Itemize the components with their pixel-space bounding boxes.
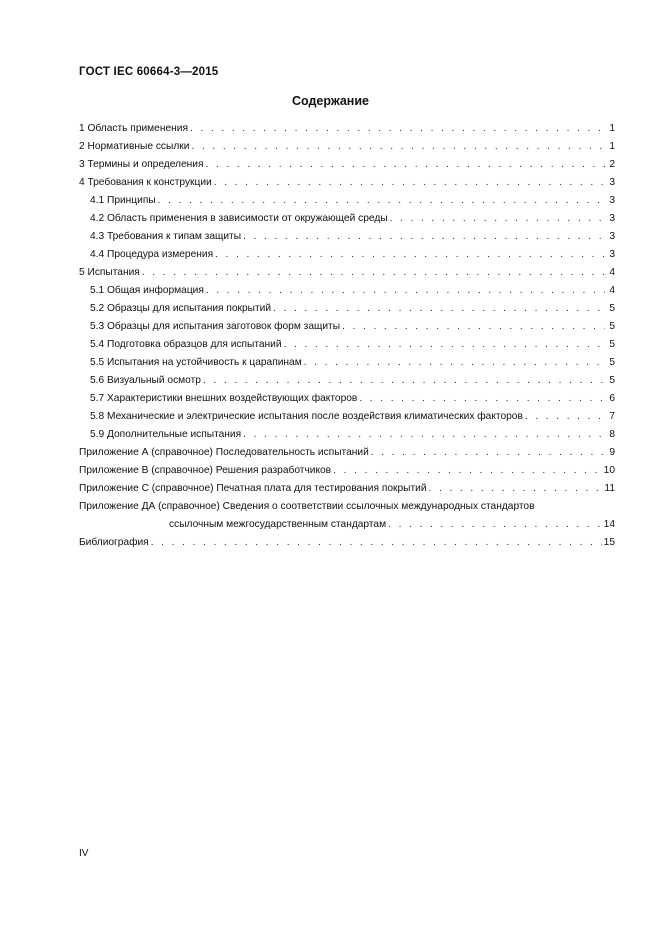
toc-entry-page: 15: [603, 537, 615, 548]
toc-entry[interactable]: [79, 426, 615, 444]
toc-entry-label: 4.1 Принципы: [90, 195, 156, 206]
table-of-contents: [79, 120, 615, 552]
toc-entry-page: 3: [609, 231, 615, 242]
toc-entry[interactable]: [79, 390, 615, 408]
toc-leader-dots: [243, 426, 605, 444]
toc-entry-label: 1 Область применения: [79, 123, 188, 134]
toc-leader-dots: [333, 462, 602, 480]
toc-leader-dots: [359, 390, 605, 408]
toc-entry-page: 5: [609, 375, 615, 386]
toc-entry[interactable]: [79, 192, 615, 210]
toc-entry[interactable]: [79, 354, 615, 372]
toc-leader-dots: [304, 354, 605, 372]
toc-entry-page: 9: [609, 447, 615, 458]
toc-leader-dots: [371, 444, 605, 462]
toc-entry-label: ссылочным межгосударственным стандартам: [169, 519, 387, 530]
toc-leader-dots: [525, 408, 605, 426]
toc-leader-dots: [243, 228, 605, 246]
toc-entry-page: 1: [609, 123, 615, 134]
toc-entry[interactable]: [79, 462, 615, 480]
toc-leader-dots: [158, 192, 605, 210]
toc-entry[interactable]: [79, 336, 615, 354]
toc-entry[interactable]: [79, 444, 615, 462]
toc-leader-dots: [388, 516, 602, 534]
toc-entry-annex-da-line1[interactable]: Приложение ДА (справочное) Сведения о соответствии ссылочных международных стандартов: [79, 501, 535, 512]
toc-entry-page: 4: [609, 285, 615, 296]
toc-entries: [79, 120, 615, 498]
toc-leader-dots: [191, 138, 605, 156]
toc-entry-label: 4.4 Процедура измерения: [90, 249, 214, 260]
toc-entry-label: 2 Нормативные ссылки: [79, 141, 190, 152]
toc-leader-dots: [215, 246, 605, 264]
toc-leader-dots: [284, 336, 605, 354]
document-header: ГОСТ IEC 60664-3—2015: [79, 66, 219, 78]
toc-entry-label: 4 Требования к конструкции: [79, 177, 212, 188]
toc-entry[interactable]: [79, 300, 615, 318]
toc-entry-page: 4: [609, 267, 615, 278]
toc-entry-label: Библиография: [79, 537, 149, 548]
toc-entry-annex-da-line2[interactable]: [79, 516, 615, 534]
page-number: IV: [79, 848, 89, 859]
toc-leader-dots: [214, 174, 605, 192]
toc-entry-label: 5.9 Дополнительные испытания: [90, 429, 242, 440]
toc-entry-page: 5: [609, 357, 615, 368]
toc-leader-dots: [205, 156, 605, 174]
toc-entry-page: 3: [609, 249, 615, 260]
toc-entry-bibliography[interactable]: [79, 534, 615, 552]
toc-entry-page: 11: [604, 483, 615, 494]
toc-leader-dots: [390, 210, 605, 228]
toc-entry-label: Приложение А (справочное) Последовательность испытаний: [79, 447, 369, 458]
toc-entry[interactable]: [79, 210, 615, 228]
toc-entry-label: 5.4 Подготовка образцов для испытаний: [90, 339, 282, 350]
toc-entry-page: 1: [609, 141, 615, 152]
toc-entry-label: 3 Термины и определения: [79, 159, 204, 170]
toc-entry-page: 2: [609, 159, 615, 170]
toc-entry-label: Приложение С (справочное) Печатная плата для тестирования покрытий: [79, 483, 427, 494]
toc-entry-label: 5.3 Образцы для испытания заготовок форм защиты: [90, 321, 341, 332]
toc-entry-page: 8: [609, 429, 615, 440]
toc-entry[interactable]: [79, 246, 615, 264]
toc-leader-dots: [203, 372, 605, 390]
toc-entry-label: Приложение В (справочное) Решения разработчиков: [79, 465, 332, 476]
toc-entry[interactable]: [79, 264, 615, 282]
toc-leader-dots: [151, 534, 602, 552]
toc-entry-label: 5.5 Испытания на устойчивость к царапинам: [90, 357, 302, 368]
toc-entry-page: 5: [609, 303, 615, 314]
toc-entry-page: 7: [609, 411, 615, 422]
toc-entry-label: 5.1 Общая информация: [90, 285, 204, 296]
toc-entry-page: 3: [609, 195, 615, 206]
toc-entry-page: 3: [609, 213, 615, 224]
toc-entry-label: 5.7 Характеристики внешних воздействующих факторов: [90, 393, 358, 404]
toc-leader-dots: [429, 480, 603, 498]
toc-entry[interactable]: [79, 156, 615, 174]
toc-entry[interactable]: [79, 318, 615, 336]
toc-entry-page: 14: [603, 519, 615, 530]
toc-leader-dots: [342, 318, 605, 336]
toc-entry[interactable]: [79, 408, 615, 426]
toc-entry-page: 10: [603, 465, 615, 476]
toc-entry[interactable]: [79, 372, 615, 390]
toc-entry[interactable]: [79, 282, 615, 300]
toc-leader-dots: [190, 120, 605, 138]
toc-entry[interactable]: [79, 174, 615, 192]
toc-entry[interactable]: [79, 228, 615, 246]
toc-leader-dots: [142, 264, 605, 282]
toc-entry-page: 5: [609, 321, 615, 332]
toc-entry[interactable]: [79, 120, 615, 138]
toc-leader-dots: [206, 282, 605, 300]
toc-entry-label: 5.8 Механические и электрические испытания после воздействия климатических факторов: [90, 411, 523, 422]
toc-entry-label: 5.6 Визуальный осмотр: [90, 375, 201, 386]
page-title: Содержание: [291, 94, 369, 108]
toc-entry[interactable]: [79, 138, 615, 156]
toc-entry[interactable]: [79, 480, 615, 498]
toc-leader-dots: [273, 300, 605, 318]
toc-entry-page: 5: [609, 339, 615, 350]
toc-entry-page: 3: [609, 177, 615, 188]
toc-entry-label: 5.2 Образцы для испытания покрытий: [90, 303, 272, 314]
toc-entry-page: 6: [609, 393, 615, 404]
toc-entry-label: 4.3 Требования к типам защиты: [90, 231, 242, 242]
toc-entry-label: 5 Испытания: [79, 267, 140, 278]
toc-entry-label: 4.2 Область применения в зависимости от окружающей среды: [90, 213, 388, 224]
